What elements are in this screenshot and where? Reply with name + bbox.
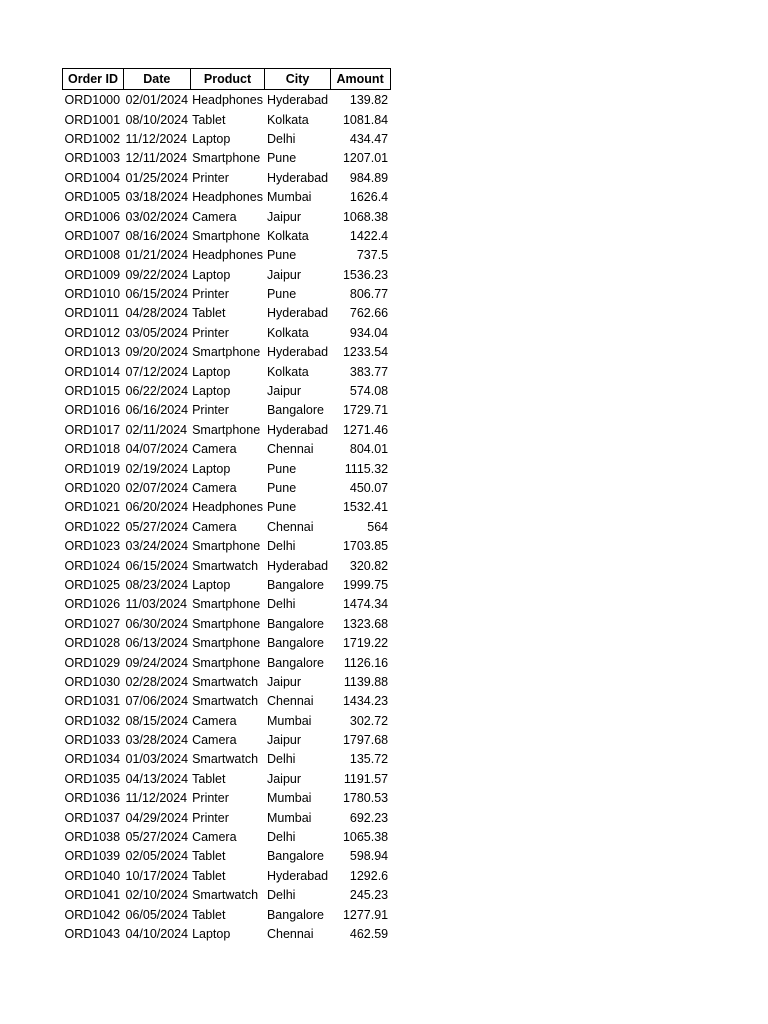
city-cell[interactable]: Kolkata bbox=[266, 112, 309, 127]
order-id-cell[interactable]: ORD1039 bbox=[64, 849, 121, 864]
table-row bbox=[63, 537, 391, 556]
city-cell[interactable]: Mumbai bbox=[266, 791, 312, 806]
city-cell[interactable]: Jaipur bbox=[266, 384, 302, 399]
table-row bbox=[63, 362, 391, 381]
product-cell[interactable]: Printer bbox=[192, 170, 229, 185]
table-row bbox=[63, 692, 391, 711]
product-cell[interactable]: Camera bbox=[192, 209, 237, 224]
table-row bbox=[63, 518, 391, 537]
amount-cell[interactable]: 1474.34 bbox=[342, 597, 389, 612]
product-cell[interactable]: Headphones bbox=[192, 190, 263, 205]
order-id-cell[interactable]: ORD1041 bbox=[64, 888, 121, 903]
date-cell[interactable]: 12/11/2024 bbox=[125, 151, 188, 166]
city-cell[interactable]: Bangalore bbox=[266, 636, 324, 651]
date-cell[interactable]: 03/05/2024 bbox=[125, 325, 189, 340]
order-id-cell[interactable]: ORD1040 bbox=[64, 868, 121, 883]
table-row bbox=[63, 673, 391, 692]
order-id-cell[interactable]: ORD1034 bbox=[64, 752, 121, 767]
order-id-cell[interactable]: ORD1022 bbox=[64, 519, 121, 534]
product-cell[interactable]: Smartphone bbox=[192, 616, 261, 631]
product-cell[interactable]: Printer bbox=[192, 403, 229, 418]
amount-cell[interactable]: 806.77 bbox=[349, 287, 389, 302]
amount-cell[interactable]: 692.23 bbox=[349, 810, 389, 825]
city-cell[interactable]: Delhi bbox=[266, 539, 296, 554]
table-row bbox=[63, 595, 391, 614]
amount-cell[interactable]: 1126.16 bbox=[343, 655, 389, 670]
date-cell[interactable]: 03/24/2024 bbox=[125, 539, 189, 554]
orders-table bbox=[62, 68, 391, 944]
amount-cell[interactable]: 1115.32 bbox=[344, 461, 389, 476]
product-cell[interactable]: Headphones bbox=[192, 500, 263, 515]
order-id-cell[interactable]: ORD1008 bbox=[64, 248, 121, 263]
product-cell[interactable]: Smartphone bbox=[192, 655, 261, 670]
product-cell[interactable]: Smartphone bbox=[192, 422, 261, 437]
amount-cell[interactable]: 1797.68 bbox=[342, 733, 389, 748]
city-cell[interactable]: Bangalore bbox=[266, 403, 324, 418]
city-cell[interactable]: Delhi bbox=[266, 597, 296, 612]
city-cell[interactable]: Kolkata bbox=[266, 325, 309, 340]
city-cell[interactable]: Pune bbox=[266, 151, 297, 166]
table-row bbox=[63, 731, 391, 750]
table-row bbox=[63, 479, 391, 498]
date-cell[interactable]: 11/12/2024 bbox=[125, 791, 188, 806]
amount-cell[interactable]: 1780.53 bbox=[342, 791, 389, 806]
date-cell[interactable]: 01/25/2024 bbox=[125, 170, 189, 185]
city-cell[interactable]: Bangalore bbox=[266, 616, 324, 631]
date-cell[interactable]: 06/30/2024 bbox=[125, 616, 189, 631]
amount-cell[interactable]: 1532.41 bbox=[342, 500, 389, 515]
table-row bbox=[63, 188, 391, 207]
amount-cell[interactable]: 762.66 bbox=[349, 306, 389, 321]
date-cell[interactable]: 07/06/2024 bbox=[125, 694, 189, 709]
date-cell[interactable]: 09/24/2024 bbox=[125, 655, 189, 670]
city-cell[interactable]: Pune bbox=[266, 461, 297, 476]
product-cell[interactable]: Laptop bbox=[192, 926, 231, 941]
city-cell[interactable]: Kolkata bbox=[266, 228, 309, 243]
table-row bbox=[63, 712, 391, 731]
date-cell[interactable]: 06/15/2024 bbox=[125, 558, 189, 573]
date-cell[interactable]: 04/07/2024 bbox=[125, 442, 189, 457]
date-cell[interactable]: 06/16/2024 bbox=[125, 403, 189, 418]
amount-cell[interactable]: 245.23 bbox=[349, 888, 389, 903]
date-cell[interactable]: 09/20/2024 bbox=[125, 345, 189, 360]
table-body bbox=[63, 90, 391, 945]
date-cell[interactable]: 08/10/2024 bbox=[125, 112, 189, 127]
amount-cell[interactable]: 1729.71 bbox=[342, 403, 389, 418]
order-id-cell[interactable]: ORD1014 bbox=[64, 364, 121, 379]
table-row bbox=[63, 886, 391, 905]
table-row bbox=[63, 653, 391, 672]
city-cell[interactable]: Hyderabad bbox=[266, 170, 329, 185]
order-id-cell[interactable]: ORD1027 bbox=[64, 616, 121, 631]
product-cell[interactable]: Camera bbox=[192, 713, 237, 728]
table-row bbox=[63, 750, 391, 769]
table-row bbox=[63, 576, 391, 595]
date-cell[interactable]: 11/12/2024 bbox=[125, 131, 188, 146]
product-cell[interactable]: Tablet bbox=[192, 306, 226, 321]
amount-cell[interactable]: 1626.4 bbox=[349, 190, 389, 205]
product-cell[interactable]: Laptop bbox=[192, 384, 231, 399]
order-id-cell[interactable]: ORD1004 bbox=[64, 170, 121, 185]
product-cell[interactable]: Printer bbox=[192, 287, 229, 302]
table-row bbox=[63, 556, 391, 575]
product-cell[interactable]: Tablet bbox=[192, 771, 226, 786]
city-cell[interactable]: Kolkata bbox=[266, 364, 309, 379]
order-id-cell[interactable]: ORD1021 bbox=[64, 500, 121, 515]
table-row bbox=[63, 401, 391, 420]
date-cell[interactable]: 03/02/2024 bbox=[125, 209, 189, 224]
amount-cell[interactable]: 574.08 bbox=[349, 384, 389, 399]
amount-cell[interactable]: 1065.38 bbox=[342, 830, 389, 845]
date-cell[interactable]: 05/27/2024 bbox=[125, 830, 189, 845]
city-cell[interactable]: Jaipur bbox=[266, 733, 302, 748]
table-row bbox=[63, 615, 391, 634]
product-cell[interactable]: Smartwatch bbox=[192, 674, 259, 689]
amount-cell[interactable]: 1323.68 bbox=[342, 616, 389, 631]
date-cell[interactable]: 02/10/2024 bbox=[125, 888, 189, 903]
date-cell[interactable]: 10/17/2024 bbox=[125, 868, 189, 883]
city-cell[interactable]: Pune bbox=[266, 287, 297, 302]
order-id-cell[interactable]: ORD1005 bbox=[64, 190, 121, 205]
date-cell[interactable]: 05/27/2024 bbox=[125, 519, 189, 534]
order-id-cell[interactable]: ORD1025 bbox=[64, 577, 121, 592]
date-cell[interactable]: 06/15/2024 bbox=[125, 287, 189, 302]
table-row bbox=[63, 847, 391, 866]
product-cell[interactable]: Smartphone bbox=[192, 539, 261, 554]
product-cell[interactable]: Camera bbox=[192, 442, 237, 457]
date-cell[interactable]: 04/28/2024 bbox=[125, 306, 189, 321]
product-cell[interactable]: Smartwatch bbox=[192, 694, 259, 709]
order-id-cell[interactable]: ORD1038 bbox=[64, 830, 121, 845]
order-id-cell[interactable]: ORD1035 bbox=[64, 771, 121, 786]
table-row bbox=[63, 421, 391, 440]
date-cell[interactable]: 06/20/2024 bbox=[125, 500, 189, 515]
city-cell[interactable]: Delhi bbox=[266, 888, 296, 903]
date-cell[interactable]: 08/23/2024 bbox=[125, 577, 189, 592]
city-cell[interactable]: Hyderabad bbox=[266, 868, 329, 883]
date-cell[interactable]: 06/13/2024 bbox=[125, 636, 189, 651]
product-cell[interactable]: Smartphone bbox=[192, 228, 261, 243]
product-cell[interactable]: Smartphone bbox=[192, 151, 261, 166]
table-row bbox=[63, 459, 391, 478]
product-cell[interactable]: Camera bbox=[192, 830, 237, 845]
product-cell[interactable]: Smartphone bbox=[192, 636, 261, 651]
order-id-cell[interactable]: ORD1018 bbox=[64, 442, 121, 457]
city-cell[interactable]: Bangalore bbox=[266, 655, 324, 670]
amount-cell[interactable]: 984.89 bbox=[349, 170, 389, 185]
amount-cell[interactable]: 135.72 bbox=[349, 752, 389, 767]
amount-cell[interactable]: 1292.6 bbox=[349, 868, 389, 883]
city-cell[interactable]: Jaipur bbox=[266, 771, 302, 786]
city-cell[interactable]: Bangalore bbox=[266, 907, 324, 922]
order-id-cell[interactable]: ORD1033 bbox=[64, 733, 121, 748]
city-cell[interactable]: Pune bbox=[266, 500, 297, 515]
amount-cell[interactable]: 1434.23 bbox=[342, 694, 389, 709]
product-cell[interactable]: Tablet bbox=[192, 849, 226, 864]
amount-cell[interactable]: 320.82 bbox=[349, 558, 389, 573]
amount-cell[interactable]: 1081.84 bbox=[342, 112, 389, 127]
city-cell[interactable]: Chennai bbox=[266, 694, 314, 709]
table-row bbox=[63, 789, 391, 808]
order-id-cell[interactable]: ORD1001 bbox=[64, 112, 121, 127]
table-row bbox=[63, 110, 391, 129]
date-cell[interactable]: 01/03/2024 bbox=[125, 752, 189, 767]
amount-cell[interactable]: 1536.23 bbox=[342, 267, 389, 282]
table-row bbox=[63, 905, 391, 924]
product-cell[interactable]: Laptop bbox=[192, 267, 231, 282]
header-amount[interactable]: Amount bbox=[330, 69, 390, 90]
order-id-cell[interactable]: ORD1015 bbox=[64, 384, 121, 399]
city-cell[interactable]: Pune bbox=[266, 248, 297, 263]
product-cell[interactable]: Camera bbox=[192, 519, 237, 534]
amount-cell[interactable]: 1191.57 bbox=[343, 771, 389, 786]
date-cell[interactable]: 03/18/2024 bbox=[125, 190, 189, 205]
amount-cell[interactable]: 804.01 bbox=[349, 442, 389, 457]
order-id-cell[interactable]: ORD1043 bbox=[64, 926, 121, 941]
order-id-cell[interactable]: ORD1012 bbox=[64, 325, 121, 340]
table-row bbox=[63, 169, 391, 188]
date-cell[interactable]: 06/05/2024 bbox=[125, 907, 189, 922]
city-cell[interactable]: Hyderabad bbox=[266, 345, 329, 360]
order-id-cell[interactable]: ORD1024 bbox=[64, 558, 121, 573]
table-row bbox=[63, 498, 391, 517]
table-row bbox=[63, 343, 391, 362]
date-cell[interactable]: 11/03/2024 bbox=[125, 597, 188, 612]
amount-cell[interactable]: 1422.4 bbox=[349, 228, 389, 243]
amount-cell[interactable]: 1233.54 bbox=[342, 345, 389, 360]
city-cell[interactable]: Chennai bbox=[266, 519, 314, 534]
header-city[interactable]: City bbox=[265, 69, 330, 90]
order-id-cell[interactable]: ORD1017 bbox=[64, 422, 121, 437]
table-row bbox=[63, 90, 391, 111]
order-id-cell[interactable]: ORD1019 bbox=[64, 461, 121, 476]
product-cell[interactable]: Smartwatch bbox=[192, 888, 259, 903]
date-cell[interactable]: 02/01/2024 bbox=[125, 93, 189, 108]
date-cell[interactable]: 04/10/2024 bbox=[125, 926, 189, 941]
order-id-cell[interactable]: ORD1042 bbox=[64, 907, 121, 922]
amount-cell[interactable]: 462.59 bbox=[349, 926, 389, 941]
product-cell[interactable]: Smartwatch bbox=[192, 558, 259, 573]
city-cell[interactable]: Delhi bbox=[266, 830, 296, 845]
amount-cell[interactable]: 737.5 bbox=[356, 248, 389, 263]
date-cell[interactable]: 04/13/2024 bbox=[125, 771, 189, 786]
city-cell[interactable]: Hyderabad bbox=[266, 422, 329, 437]
city-cell[interactable]: Jaipur bbox=[266, 674, 302, 689]
date-cell[interactable]: 02/28/2024 bbox=[125, 674, 189, 689]
city-cell[interactable]: Hyderabad bbox=[266, 558, 329, 573]
table-row bbox=[63, 207, 391, 226]
table-row bbox=[63, 828, 391, 847]
product-cell[interactable]: Printer bbox=[192, 325, 229, 340]
order-id-cell[interactable]: ORD1028 bbox=[64, 636, 121, 651]
city-cell[interactable]: Jaipur bbox=[266, 267, 302, 282]
header-date[interactable]: Date bbox=[124, 69, 191, 90]
date-cell[interactable]: 01/21/2024 bbox=[125, 248, 189, 263]
header-product[interactable]: Product bbox=[190, 69, 265, 90]
date-cell[interactable]: 02/07/2024 bbox=[125, 481, 189, 495]
amount-cell[interactable]: 139.82 bbox=[349, 93, 389, 108]
table-row bbox=[63, 867, 391, 886]
city-cell[interactable]: Hyderabad bbox=[266, 93, 329, 108]
amount-cell[interactable]: 1068.38 bbox=[342, 209, 389, 224]
table-row bbox=[63, 634, 391, 653]
amount-cell[interactable]: 1703.85 bbox=[342, 539, 389, 554]
city-cell[interactable]: Bangalore bbox=[266, 577, 324, 592]
amount-cell[interactable]: 1277.91 bbox=[342, 907, 389, 922]
order-id-cell[interactable]: ORD1013 bbox=[64, 345, 121, 360]
product-cell[interactable]: Tablet bbox=[192, 868, 226, 883]
table-row bbox=[63, 149, 391, 168]
table-row bbox=[63, 808, 391, 827]
city-cell[interactable]: Mumbai bbox=[266, 190, 312, 205]
table-row bbox=[63, 440, 391, 459]
amount-cell[interactable]: 450.07 bbox=[349, 481, 389, 495]
order-id-cell[interactable]: ORD1002 bbox=[64, 131, 121, 146]
amount-cell[interactable]: 1207.01 bbox=[342, 151, 389, 166]
date-cell[interactable]: 04/29/2024 bbox=[125, 810, 189, 825]
header-order-id[interactable]: Order ID bbox=[63, 69, 124, 90]
order-id-cell[interactable]: ORD1010 bbox=[64, 287, 121, 302]
order-id-cell[interactable]: ORD1003 bbox=[64, 151, 121, 166]
product-cell[interactable]: Tablet bbox=[192, 112, 226, 127]
table-row bbox=[63, 324, 391, 343]
city-cell[interactable]: Chennai bbox=[266, 442, 314, 457]
product-cell[interactable]: Headphones bbox=[192, 248, 263, 263]
table-row bbox=[63, 304, 391, 323]
table-row bbox=[63, 382, 391, 401]
product-cell[interactable]: Printer bbox=[192, 791, 229, 806]
order-id-cell[interactable]: ORD1023 bbox=[64, 539, 121, 554]
date-cell[interactable]: 08/16/2024 bbox=[125, 228, 189, 243]
date-cell[interactable]: 09/22/2024 bbox=[125, 267, 189, 282]
product-cell[interactable]: Smartphone bbox=[192, 597, 261, 612]
amount-cell[interactable]: 383.77 bbox=[349, 364, 389, 379]
order-id-cell[interactable]: ORD1036 bbox=[64, 791, 121, 806]
table-row bbox=[63, 285, 391, 304]
table-row bbox=[63, 227, 391, 246]
date-cell[interactable]: 08/15/2024 bbox=[125, 713, 189, 728]
amount-cell[interactable]: 1719.22 bbox=[342, 636, 389, 651]
city-cell[interactable]: Delhi bbox=[266, 131, 296, 146]
date-cell[interactable]: 03/28/2024 bbox=[125, 733, 189, 748]
table-row bbox=[63, 925, 391, 944]
city-cell[interactable]: Pune bbox=[266, 481, 297, 495]
amount-cell[interactable]: 564 bbox=[367, 519, 389, 534]
order-id-cell[interactable]: ORD1029 bbox=[64, 655, 121, 670]
amount-cell[interactable]: 1999.75 bbox=[342, 577, 389, 592]
city-cell[interactable]: Chennai bbox=[266, 926, 314, 941]
product-cell[interactable]: Smartwatch bbox=[192, 752, 259, 767]
amount-cell[interactable]: 598.94 bbox=[349, 849, 389, 864]
order-id-cell[interactable]: ORD1030 bbox=[64, 674, 121, 689]
amount-cell[interactable]: 434.47 bbox=[349, 131, 389, 146]
table-row bbox=[63, 266, 391, 285]
amount-cell[interactable]: 302.72 bbox=[349, 713, 389, 728]
product-cell[interactable]: Tablet bbox=[192, 907, 226, 922]
date-cell[interactable]: 07/12/2024 bbox=[125, 364, 189, 379]
product-cell[interactable]: Laptop bbox=[192, 461, 231, 476]
city-cell[interactable]: Jaipur bbox=[266, 209, 302, 224]
header-row bbox=[63, 69, 391, 90]
amount-cell[interactable]: 1271.46 bbox=[342, 422, 389, 437]
product-cell[interactable]: Laptop bbox=[192, 131, 231, 146]
city-cell[interactable]: Hyderabad bbox=[266, 306, 329, 321]
order-id-cell[interactable]: ORD1000 bbox=[64, 93, 121, 108]
city-cell[interactable]: Bangalore bbox=[266, 849, 324, 864]
order-id-cell[interactable]: ORD1011 bbox=[64, 306, 120, 321]
amount-cell[interactable]: 1139.88 bbox=[343, 674, 389, 689]
product-cell[interactable]: Printer bbox=[192, 810, 229, 825]
product-cell[interactable]: Laptop bbox=[192, 577, 231, 592]
order-id-cell[interactable]: ORD1031 bbox=[64, 694, 121, 709]
city-cell[interactable]: Delhi bbox=[266, 752, 296, 767]
product-cell[interactable]: Headphones bbox=[192, 93, 263, 108]
order-id-cell[interactable]: ORD1009 bbox=[64, 267, 121, 282]
order-id-cell[interactable]: ORD1032 bbox=[64, 713, 121, 728]
table-row bbox=[63, 770, 391, 789]
product-cell[interactable]: Camera bbox=[192, 481, 237, 495]
order-id-cell[interactable]: ORD1037 bbox=[64, 810, 121, 825]
order-id-cell[interactable]: ORD1006 bbox=[64, 209, 121, 224]
order-id-cell[interactable]: ORD1020 bbox=[64, 481, 121, 495]
product-cell[interactable]: Smartphone bbox=[192, 345, 261, 360]
amount-cell[interactable]: 934.04 bbox=[349, 325, 389, 340]
date-cell[interactable]: 06/22/2024 bbox=[125, 384, 189, 399]
date-cell[interactable]: 02/05/2024 bbox=[125, 849, 189, 864]
city-cell[interactable]: Mumbai bbox=[266, 713, 312, 728]
table-row bbox=[63, 130, 391, 149]
order-id-cell[interactable]: ORD1026 bbox=[64, 597, 121, 612]
order-id-cell[interactable]: ORD1007 bbox=[64, 228, 121, 243]
city-cell[interactable]: Mumbai bbox=[266, 810, 312, 825]
date-cell[interactable]: 02/11/2024 bbox=[125, 422, 188, 437]
product-cell[interactable]: Camera bbox=[192, 733, 237, 748]
date-cell[interactable]: 02/19/2024 bbox=[125, 461, 189, 476]
product-cell[interactable]: Laptop bbox=[192, 364, 231, 379]
order-id-cell[interactable]: ORD1016 bbox=[64, 403, 121, 418]
table-row bbox=[63, 246, 391, 265]
